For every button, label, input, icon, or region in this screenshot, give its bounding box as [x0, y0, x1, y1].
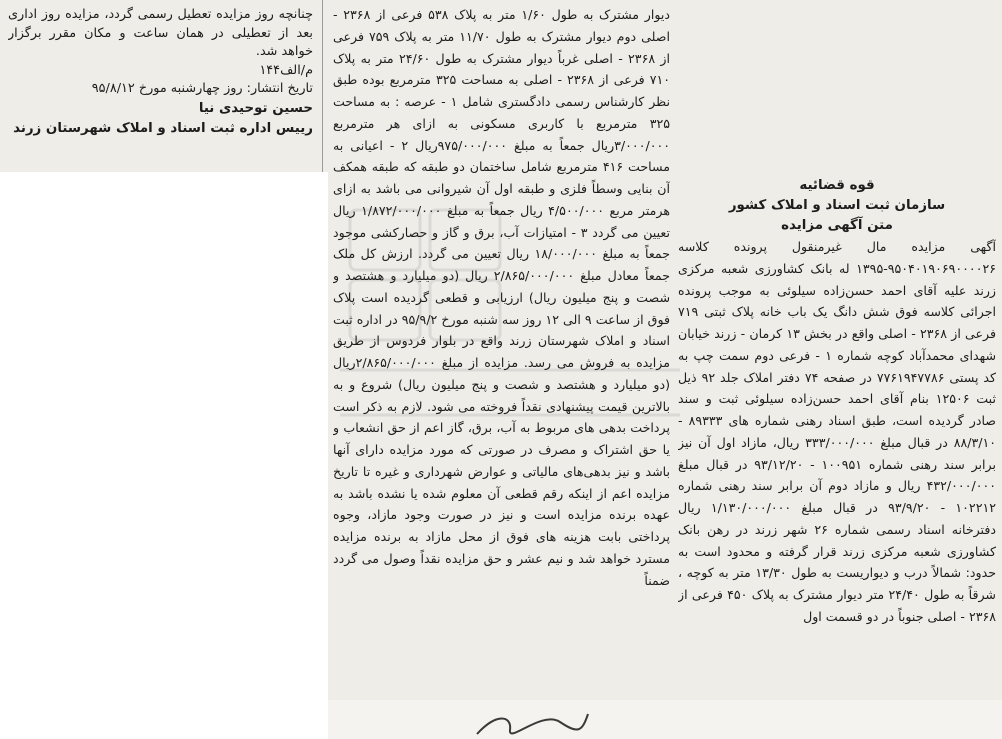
notice-header	[678, 176, 996, 236]
reference-code: م/الف۱۴۴	[259, 62, 313, 78]
notice-middle-column	[333, 4, 670, 700]
handwritten-mark-icon	[472, 708, 592, 738]
notice-title: متن آگهی مزایده	[781, 218, 893, 233]
notice-right-column	[678, 176, 996, 696]
signer-title: رییس اداره ثبت اسناد و املاک شهرستان زرند	[13, 120, 313, 136]
middle-column-text: دیوار مشترک به طول ۱/۶۰ متر به پلاک ۵۳۸ فرعی از ۲۳۶۸ - اصلی دوم دیوار مشترک به طول ۱۱/۷۰ متر به پلاک ۷۵۹ فرعی از ۲۳۶۸ - اصلی غرباً دیوار مشترک به طول ۲۴/۶۰ متر به پلاک ۷۱۰ فرعی از ۲۳۶۸ - اصلی به مساحت ۳۲۵ مترمربع بوده طبق نظر کارشناس رسمی دادگستری شامل ۱ - عرصه : به مساحت ۳۲۵ مترمربع با کاربری مسکونی به ازای هر مترمربع ۳/۰۰۰/۰۰۰ریال جمعاً به مبلغ ۹۷۵/۰۰۰/۰۰۰ریال ۲ - اعیانی به مساحت ۴۱۶ مترمربع شامل ساختمان دو طبقه که طبقه همکف آن بنایی وسطاً فلزی و طبقه اول آن شیروانی می باشد به ازای هرمتر مربع ۴/۵۰۰/۰۰۰ ریال جمعاً به مبلغ ۱/۸۷۲/۰۰۰/۰۰۰ ریال تعیین می گردد ۳ - امتیازات آب، برق و گاز و حصارکشی موجود جمعاً به مبلغ ۱۸/۰۰۰/۰۰۰ ریال تعیین می گردد. ارزش کل ملک جمعاً معادل مبلغ ۲/۸۶۵/۰۰۰/۰۰۰ ریال (دو میلیارد و هشتصد و شصت و پنج میلیون ریال) ارزیابی و قطعی گردیده است پلاک فوق از ساعت ۹ الی ۱۲ روز سه شنبه مورخ ۹۵/۹/۲ در اداره ثبت اسناد و املاک شهرستان زرند واقع در بلوار فردوس از طریق مزایده به فروش می رسد. مزایده از مبلغ ۲/۸۶۵/۰۰۰/۰۰۰ریال (دو میلیارد و هشتصد و شصت و پنج میلیون ریال) شروع و به بالاترین قیمت پیشنهادی نقداً فروخته می شود. لازم به ذکر است پرداخت بدهی های مربوط به آب، برق، گاز اعم از حق انشعاب و یا حق اشتراک و مصرف در صورتی که مورد مزایده دارای آنها باشد و نیز بدهی‌های مالیاتی و عوارض شهرداری و غیره تا تاریخ مزایده اعم از اینکه رقم قطعی آن معلوم شده یا نشده باشد به عهده برنده مزایده است و نیز در صورت وجود مازاد، وجوه پرداختی بابت هزینه های فوق از محل مازاد به برنده مزایده مسترد خواهد شد و نیم عشر و حق مزایده نقداً وصول می گردد ضمناً	[333, 7, 670, 588]
holiday-clause: چنانچه روز مزایده تعطیل رسمی گردد، مزایده روز اداری بعد از تعطیلی در همان ساعت و مکان مقرر برگزار خواهد شد.	[8, 7, 313, 59]
publish-date: تاریخ انتشار: روز چهارشنبه مورخ ۹۵/۸/۱۲	[91, 81, 313, 96]
organization-line: سازمان ثبت اسناد و املاک کشور	[728, 198, 946, 213]
notice-closing-column	[8, 6, 313, 170]
judiciary-line: قوه قضائیه	[799, 178, 875, 193]
next-clip-edge	[328, 700, 1002, 739]
right-column-text: آگهی مزایده مال غیرمنقول پرونده کلاسه ۹۵۰۴۰۱۹۰۶۹۰۰۰۰۲۶-۱۳۹۵ له بانک کشاورزی شعبه مرکزی زرند علیه آقای احمد حسن‌زاده سیلوئی به موجب پرونده اجرائی کلاسه فوق شش دانگ یک باب خانه پلاک ثبتی ۷۱۹ فرعی از ۲۳۶۸ - اصلی واقع در بخش ۱۳ کرمان - زرند خیابان شهدای محمدآباد کوچه شماره ۱ - فرعی دوم سمت چپ به کد پستی ۷۷۶۱۹۴۷۷۸۶ در صفحه ۷۴ دفتر املاک جلد ۹۲ ذیل ثبت ۱۲۵۰۶ بنام آقای احمد حسن‌زاده سیلوئی ثبت و سند صادر گردیده است، طبق اسناد رهنی شماره های ۸۹۳۳۳ - ۸۸/۳/۱۰ در قبال مبلغ ۳۳۳/۰۰۰/۰۰۰ ریال، مازاد اول آن نیز برابر سند رهنی شماره ۱۰۰۹۵۱ - ۹۳/۱۲/۲۰ در قبال مبلغ ۴۳۲/۰۰۰/۰۰۰ ریال و مازاد دوم آن برابر سند رهنی شماره ۱۰۲۲۱۲ - ۹۳/۹/۲۰ در قبال مبلغ ۱/۱۳۰/۰۰۰/۰۰۰ ریال دفترخانه اسناد رسمی شماره ۲۶ شهر زرند در رهن بانک کشاورزی شعبه مرکزی زرند قرار گرفته و محدود است به حدود: شمالاً درب و دیواریست به طول ۱۳/۳۰ متر به کوچه ، شرقاً به طول ۲۴/۴۰ متر دیوار مشترک به پلاک ۴۵۰ فرعی از ۲۳۶۸ - اصلی جنوباً در دو قسمت اول	[678, 239, 996, 624]
column-divider	[322, 0, 323, 172]
signer-name: حسین توحیدی نیا	[198, 100, 313, 116]
